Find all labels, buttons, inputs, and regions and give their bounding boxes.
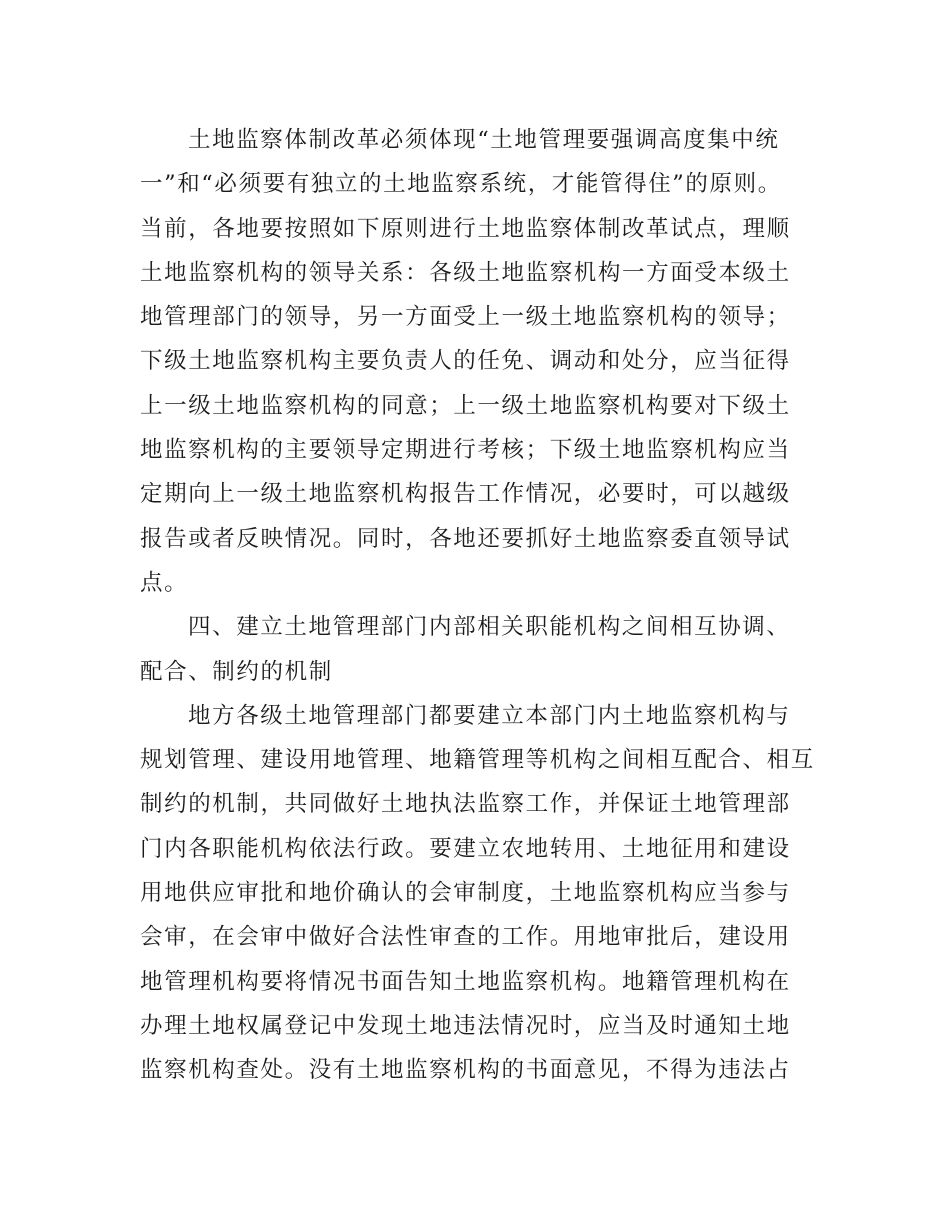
text-line: 会审，在会审中做好合法性审查的工作。用地审批后，建设用 xyxy=(140,924,791,951)
text-line: 监察机构查处。没有土地监察机构的书面意见，不得为违法占 xyxy=(140,1057,791,1084)
text-line: 下级土地监察机构主要负责人的任免、调动和处分，应当征得 xyxy=(140,348,791,375)
text-line: 定期向上一级土地监察机构报告工作情况，必要时，可以越级 xyxy=(140,481,791,508)
section-heading-line: 四、建立土地管理部门内部相关职能机构之间相互协调、 xyxy=(188,614,791,641)
text-line: 办理土地权属登记中发现土地违法情况时，应当及时通知土地 xyxy=(140,1012,791,1039)
text-line: 规划管理、建设用地管理、地籍管理等机构之间相互配合、相互 xyxy=(140,747,815,774)
text-line: 制约的机制，共同做好土地执法监察工作，并保证土地管理部 xyxy=(140,791,791,818)
text-line: 用地供应审批和地价确认的会审制度，土地监察机构应当参与 xyxy=(140,880,791,907)
text-line: 地方各级土地管理部门都要建立本部门内土地监察机构与 xyxy=(188,702,791,729)
text-line: 门内各职能机构依法行政。要建立农地转用、土地征用和建设 xyxy=(140,835,791,862)
text-line: 土地监察体制改革必须体现“土地管理要强调高度集中统 xyxy=(188,127,780,153)
text-line: 土地监察机构的领导关系：各级土地监察机构一方面受本级土 xyxy=(140,259,791,286)
section-heading-line: 配合、制约的机制 xyxy=(140,658,333,685)
text-line: 地监察机构的主要领导定期进行考核；下级土地监察机构应当 xyxy=(140,437,791,464)
text-line: 地管理机构要将情况书面告知土地监察机构。地籍管理机构在 xyxy=(140,968,791,995)
text-line: 当前，各地要按照如下原则进行土地监察体制改革试点，理顺 xyxy=(140,215,791,242)
document-body xyxy=(140,118,815,1093)
text-line: 报告或者反映情况。同时，各地还要抓好土地监察委直领导试 xyxy=(140,525,791,552)
text-line: 一”和“必须要有独立的土地监察系统，才能管得住”的原则。 xyxy=(140,171,782,198)
text-line: 点。 xyxy=(140,569,189,596)
text-line: 地管理部门的领导，另一方面受上一级土地监察机构的领导； xyxy=(140,304,791,331)
text-line: 上一级土地监察机构的同意；上一级土地监察机构要对下级土 xyxy=(140,392,791,419)
